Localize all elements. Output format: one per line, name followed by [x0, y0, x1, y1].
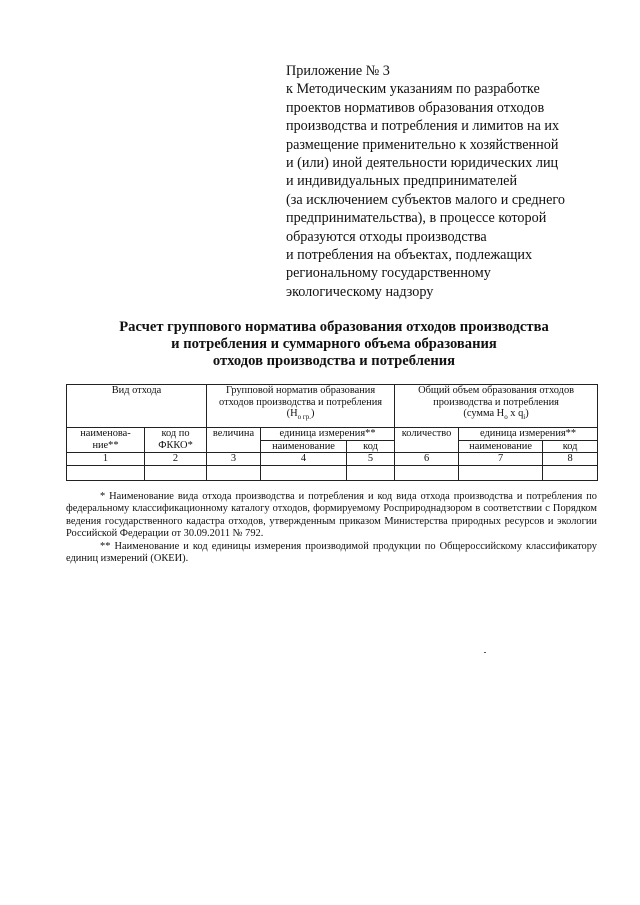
appendix-line: Приложение № 3: [286, 63, 390, 79]
footnote-okei: ** Наименование и код единицы измерения производимой продукции по Общероссийскому классификатору единиц измерений (ОКЕИ).: [66, 540, 597, 565]
appendix-line: производства и потребления и лимитов на их: [286, 118, 560, 135]
footnotes: [66, 491, 597, 565]
column-number: 3: [207, 453, 261, 466]
appendix-line: экологическому надзору: [286, 283, 434, 300]
header-total-volume-line: производства и потребления: [433, 396, 559, 408]
appendix-line: проектов нормативов образования отходов: [286, 99, 545, 116]
scan-speck: [484, 652, 486, 653]
formula-part: (сумма Н: [463, 408, 505, 420]
formula-close: ): [525, 408, 529, 420]
column-number: 7: [459, 453, 543, 466]
formula-part: х q: [507, 408, 524, 420]
norm-subscript: о гр.: [297, 413, 311, 422]
header-group-norm-line: отходов производства и потребления: [219, 396, 383, 408]
header-waste-type: Вид отхода: [67, 385, 207, 428]
title-line: и потребления и суммарного объема образования: [171, 335, 497, 352]
col-quantity-header: количество: [395, 428, 459, 453]
sub-unit2-name: наименование: [459, 440, 543, 453]
formula-subscript: о: [504, 413, 508, 422]
appendix-line: предпринимательства), в процессе которой: [286, 210, 547, 227]
col-unit2-header: единица измерения**: [459, 428, 598, 441]
column-number: 1: [67, 453, 145, 466]
appendix-line: региональному государственному: [286, 265, 491, 282]
table-cell: [395, 466, 459, 481]
document-title: [60, 319, 608, 369]
col-value-header: величина: [207, 428, 261, 453]
column-number: 2: [145, 453, 207, 466]
table-cell: [261, 466, 347, 481]
appendix-line: к Методическим указаниям по разработке: [286, 81, 540, 98]
appendix-line: и (или) иной деятельности юридических лиц: [286, 155, 559, 172]
appendix-header: [286, 62, 606, 301]
table-cell: [459, 466, 543, 481]
header-group-norm: [207, 385, 395, 428]
appendix-line: размещение применительно к хозяйственной: [286, 136, 559, 153]
sub-unit2-code: код: [543, 440, 598, 453]
title-line: отходов производства и потребления: [212, 352, 456, 369]
header-total-volume-formula: [397, 408, 595, 424]
appendix-line: образуются отходы производства: [286, 228, 487, 245]
col-unit-header: единица измерения**: [261, 428, 395, 441]
title-line: Расчет группового норматива образования отходов производства: [119, 319, 549, 335]
table-cell: [207, 466, 261, 481]
appendix-line: (за исключением субъектов малого и среднего: [286, 191, 565, 208]
header-total-volume-line: Общий объем образования отходов: [418, 385, 575, 396]
sub-unit-code: код: [347, 440, 395, 453]
header-group-norm-line: Групповой норматив образования: [225, 385, 376, 396]
table-cell: [67, 466, 145, 481]
table-cell: [347, 466, 395, 481]
header-group-norm-symbol: [209, 408, 392, 424]
appendix-line: и потребления на объектах, подлежащих: [286, 247, 533, 264]
footnote-fkko: * Наименование вида отхода производства и потребления и код вида отхода производства и потребления по федеральному классификационному каталогу отходов, формируемому Росприроднадзором в соответствии с Порядком ведения государственного кадастра отходов, утвержденным приказом Министерства природных ресурсов и экологии Российской Федерации от 30.09.2011 № 792.: [66, 491, 597, 540]
norm-close: ): [310, 408, 315, 420]
calculation-table: [66, 384, 598, 481]
sub-unit-name: наименование: [261, 440, 347, 453]
table-cell: [543, 466, 598, 481]
header-total-volume: [395, 385, 598, 428]
appendix-line: и индивидуальных предпринимателей: [286, 173, 518, 190]
column-number: 4: [261, 453, 347, 466]
norm-symbol: (Н: [286, 408, 298, 420]
column-number: 8: [543, 453, 598, 466]
col-name-header: наименова-ние**: [67, 428, 145, 453]
col-fkko-header: код по ФККО*: [145, 428, 207, 453]
formula-subscript: i: [523, 413, 526, 422]
column-number: 5: [347, 453, 395, 466]
column-number: 6: [395, 453, 459, 466]
table-cell: [145, 466, 207, 481]
